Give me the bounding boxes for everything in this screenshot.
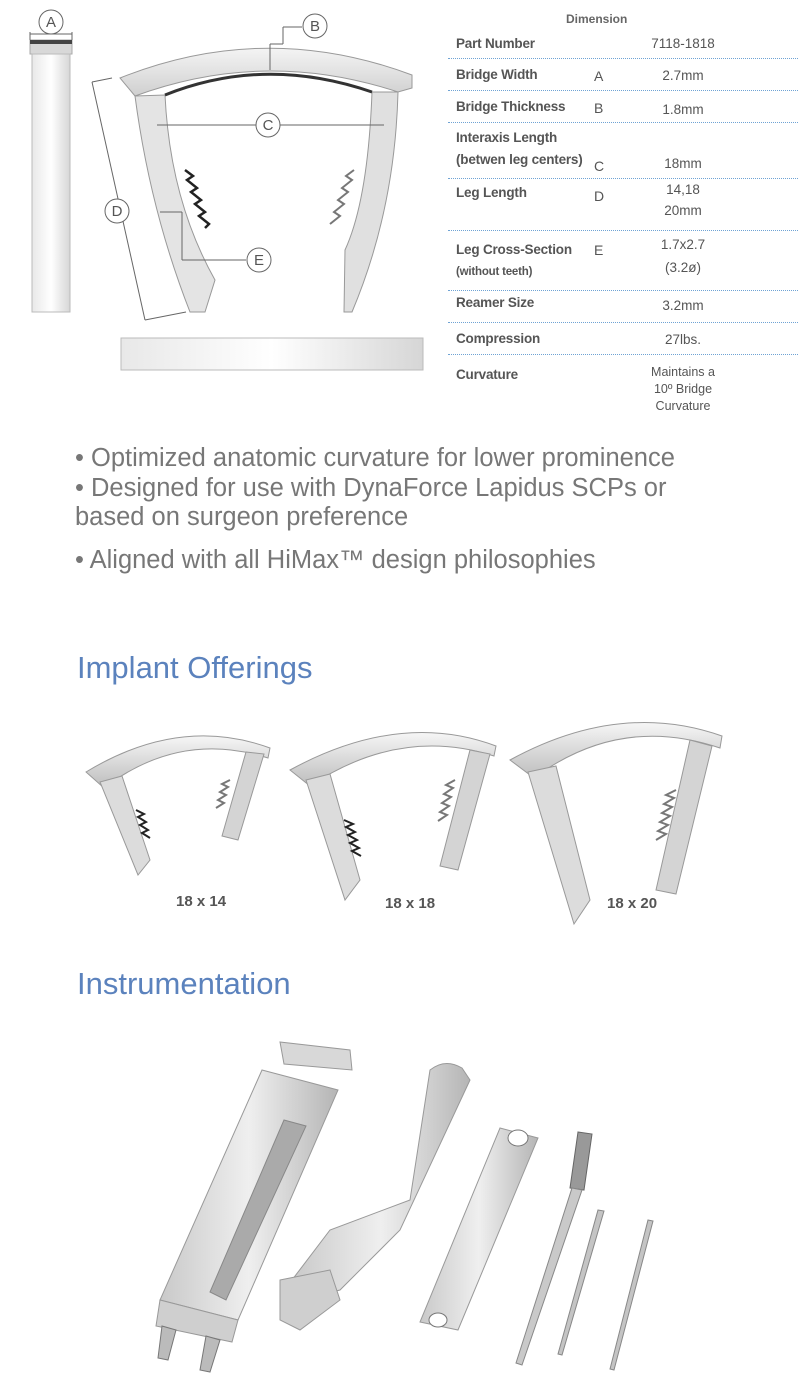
row-value: 14,18 [666, 182, 700, 197]
row-label: Curvature [456, 367, 518, 382]
bullet-item-continued: based on surgeon preference [75, 503, 409, 531]
row-label-line2: (betwen leg centers) [456, 152, 583, 167]
row-label: Interaxis Length [456, 130, 558, 145]
bullet-item: • Designed for use with DynaForce Lapidus SCPs or [75, 474, 667, 502]
row-label: Part Number [456, 36, 535, 51]
callout-c [157, 113, 384, 137]
implant-offerings-title: Implant Offerings [77, 650, 313, 685]
row-label: Compression [456, 331, 541, 346]
row-value: 1.8mm [662, 102, 704, 117]
bullet-item: • Optimized anatomic curvature for lower prominence [75, 444, 675, 472]
table-row [448, 292, 798, 323]
row-label: Bridge Thickness [456, 99, 566, 114]
staple-18x20-image [510, 723, 722, 925]
staple-technical-diagram [0, 0, 440, 400]
row-value-line2: 10º Bridge [653, 382, 713, 396]
row-value: 27lbs. [664, 332, 702, 347]
size-caption-18x18: 18 x 18 [385, 895, 436, 912]
instrumentation-images [0, 1030, 800, 1390]
staple-18x14-image [86, 736, 270, 875]
staple-front-view [120, 48, 412, 312]
row-value: 18mm [664, 156, 702, 171]
inserter-instrument-image [156, 1042, 352, 1372]
table-row [448, 92, 798, 123]
row-value: 7118-1818 [651, 36, 715, 51]
row-value: 1.7x2.7 [660, 237, 706, 252]
table-row [448, 180, 798, 231]
size-caption-18x14: 18 x 14 [176, 893, 227, 910]
row-label: Bridge Width [456, 67, 538, 82]
row-value-line3: Curvature [655, 399, 711, 413]
row-code: B [594, 100, 604, 116]
row-label: Reamer Size [456, 295, 535, 310]
size-caption-18x20: 18 x 20 [607, 895, 658, 912]
svg-text:A: A [45, 14, 57, 31]
row-code: A [594, 68, 604, 84]
table-row [448, 324, 798, 355]
row-value: Maintains a [651, 365, 715, 379]
row-code: D [594, 188, 605, 204]
instrumentation-title: Instrumentation [77, 966, 291, 1001]
table-row [448, 60, 798, 91]
svg-text:E: E [253, 252, 265, 269]
row-value: 2.7mm [662, 68, 704, 83]
svg-text:D: D [111, 203, 123, 220]
staple-18x18-image [290, 733, 496, 901]
table-row [448, 356, 798, 422]
table-header: Dimension [566, 12, 628, 26]
svg-text:C: C [262, 117, 274, 134]
row-value: 3.2mm [662, 298, 704, 313]
bullet-item: • Aligned with all HiMax™ design philosophies [75, 546, 596, 574]
svg-text:B: B [309, 18, 321, 35]
table-row [448, 232, 798, 291]
row-value-line2: (3.2ø) [664, 260, 701, 275]
row-code: C [594, 158, 605, 174]
staple-top-view [121, 338, 423, 370]
pin-image [610, 1220, 653, 1370]
staple-side-view [30, 32, 72, 312]
callout-a [39, 10, 63, 34]
row-code: E [594, 242, 604, 258]
drill-guide-image [420, 1128, 538, 1330]
row-label-line2: (without teeth) [456, 266, 533, 278]
row-value-line2: 20mm [664, 203, 702, 218]
row-label: Leg Cross-Section [456, 242, 572, 257]
drill-bit-image [516, 1132, 592, 1365]
table-row [448, 28, 798, 59]
row-label: Leg Length [456, 185, 527, 200]
table-row [448, 124, 798, 179]
